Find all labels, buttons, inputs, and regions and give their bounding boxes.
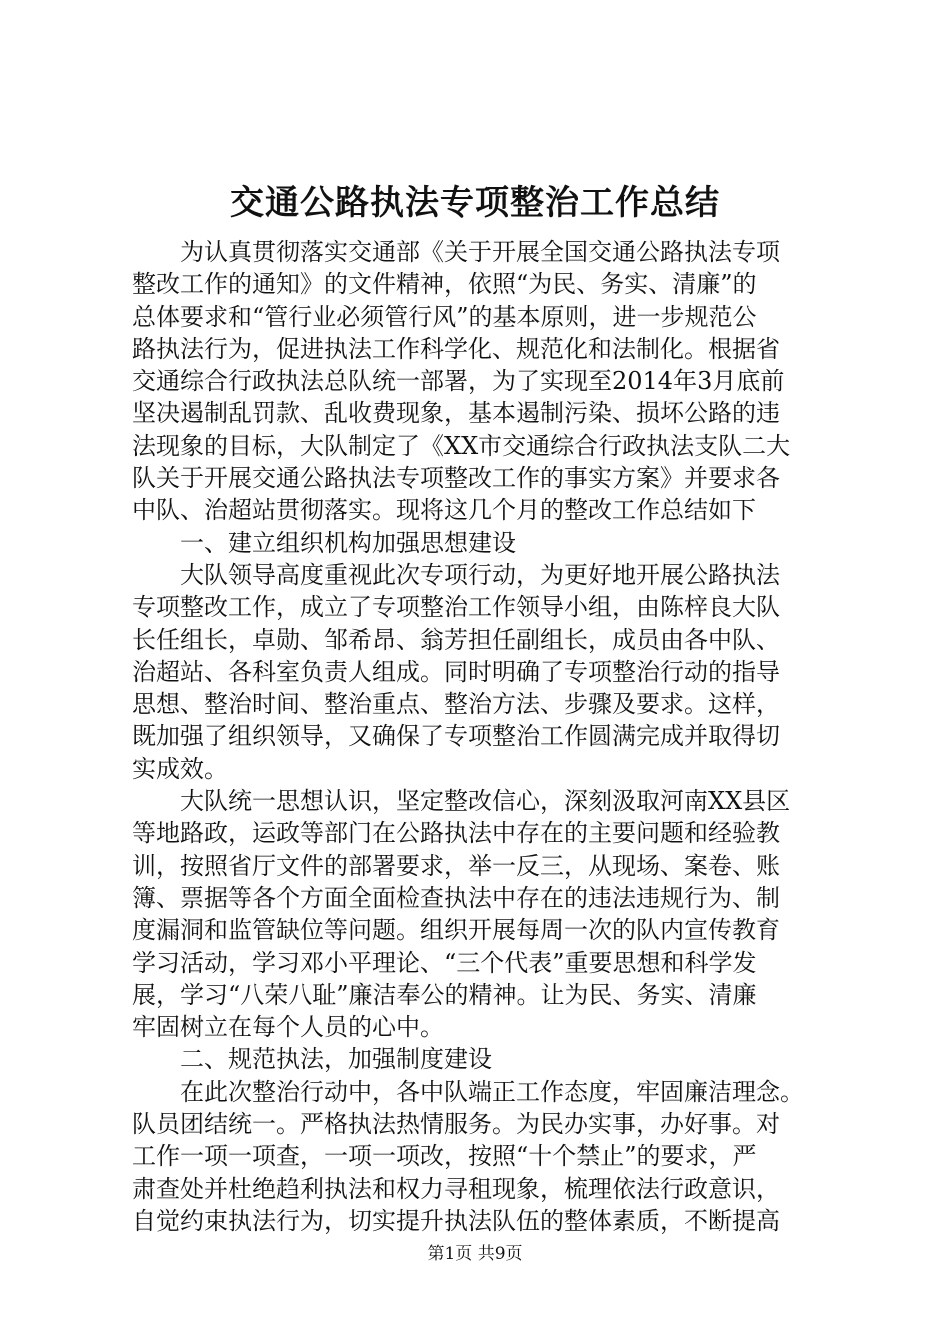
- text-line: 中队、治超站贯彻落实。现将这几个月的整改工作总结如下: [132, 496, 756, 525]
- text-line: 展，学习“八荣八耻”廉洁奉公的精神。让为民、务实、清廉: [132, 980, 757, 1009]
- text-line: 学习活动，学习邓小平理论、“三个代表”重要思想和科学发: [132, 948, 757, 977]
- document-title: 交通公路执法专项整治工作总结: [230, 183, 720, 223]
- text-line: 队关于开展交通公路执法专项整改工作的事实方案》并要求各: [132, 464, 780, 493]
- text-line: 实成效。: [132, 754, 228, 783]
- text-line: 在此次整治行动中，各中队端正工作态度，牢固廉洁理念。: [180, 1077, 804, 1106]
- text-line: 专项整改工作，成立了专项整治工作领导小组，由陈梓良大队: [132, 593, 780, 622]
- text-line: 一、建立组织机构加强思想建设: [180, 528, 516, 557]
- text-line: 二、规范执法，加强制度建设: [180, 1045, 492, 1074]
- page-footer: 第1页 共9页: [427, 1244, 523, 1264]
- text-line: 交通综合行政执法总队统一部署，为了实现至2014年3月底前: [132, 367, 785, 396]
- text-line: 法现象的目标，大队制定了《XX市交通综合行政执法支队二大: [132, 431, 791, 460]
- text-line: 训，按照省厅文件的部署要求，举一反三，从现场、案卷、账: [132, 851, 780, 880]
- text-line: 簿、票据等各个方面全面检查执法中存在的违法违规行为、制: [132, 883, 780, 912]
- text-line: 大队统一思想认识，坚定整改信心，深刻汲取河南XX县区: [180, 787, 791, 816]
- text-line: 思想、整治时间、整治重点、整治方法、步骤及要求。这样，: [132, 690, 780, 719]
- text-line: 队员团结统一。严格执法热情服务。为民办实事，办好事。对: [132, 1110, 780, 1139]
- text-line: 为认真贯彻落实交通部《关于开展全国交通公路执法专项: [180, 238, 780, 266]
- text-line: 整改工作的通知》的文件精神，依照“为民、务实、清廉”的: [132, 270, 757, 299]
- text-line: 等地路政，运政等部门在公路执法中存在的主要问题和经验教: [132, 819, 780, 848]
- text-line: 总体要求和“管行业必须管行风”的基本原则，进一步规范公: [132, 302, 757, 331]
- text-line: 既加强了组织领导，又确保了专项整治工作圆满完成并取得切: [132, 722, 780, 751]
- text-line: 坚决遏制乱罚款、乱收费现象，基本遏制污染、损坏公路的违: [132, 399, 780, 428]
- text-line: 工作一项一项查，一项一项改，按照“十个禁止”的要求，严: [132, 1142, 757, 1171]
- text-line: 自觉约束执法行为，切实提升执法队伍的整体素质，不断提高: [132, 1206, 780, 1235]
- document-body: [132, 236, 837, 1237]
- text-line: 大队领导高度重视此次专项行动，为更好地开展公路执法: [180, 560, 780, 589]
- text-line: 牢固树立在每个人员的心中。: [132, 1013, 444, 1042]
- text-line: 肃查处并杜绝趋利执法和权力寻租现象，梳理依法行政意识，: [132, 1174, 780, 1203]
- text-line: 长任组长，卓勋、邹希昂、翁芳担任副组长，成员由各中队、: [132, 625, 780, 654]
- text-line: 路执法行为，促进执法工作科学化、规范化和法制化。根据省: [132, 334, 780, 363]
- text-line: 度漏洞和监管缺位等问题。组织开展每周一次的队内宣传教育: [132, 916, 780, 945]
- text-line: 治超站、各科室负责人组成。同时明确了专项整治行动的指导: [132, 657, 780, 686]
